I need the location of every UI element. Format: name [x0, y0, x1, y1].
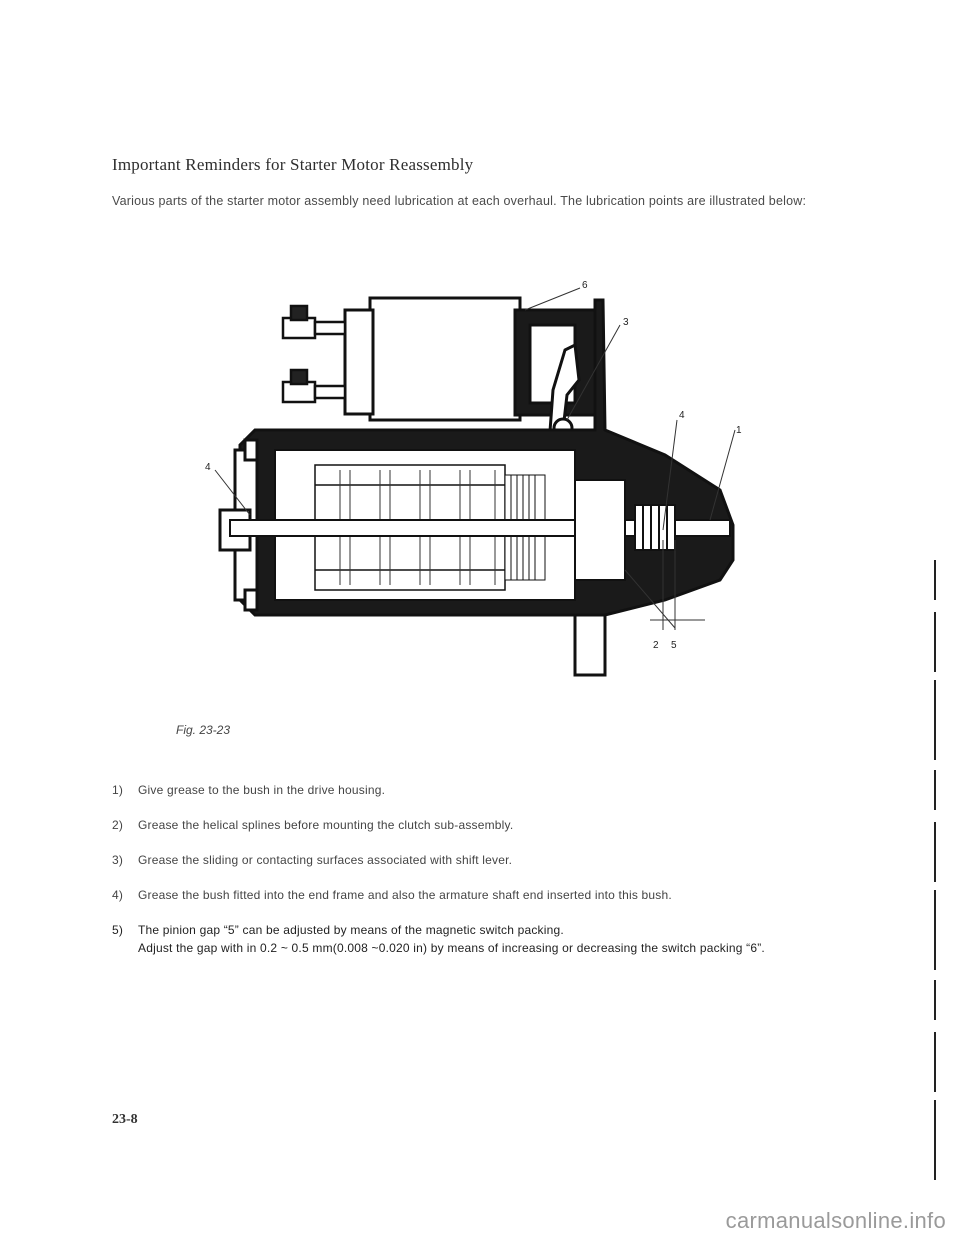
- page-number: 23-8: [112, 1112, 138, 1127]
- step-number: 2): [112, 818, 124, 832]
- section-heading: Important Reminders for Starter Motor Reassembly: [112, 155, 474, 174]
- watermark: carmanualsonline.info: [725, 1208, 946, 1233]
- mounting-lug: [575, 615, 605, 675]
- lubrication-steps: [112, 781, 872, 974]
- callout-1: 1: [736, 425, 742, 436]
- step-text: Grease the helical splines before mounting the clutch sub-assembly.: [138, 818, 514, 832]
- list-item: [112, 781, 872, 799]
- scan-edge: [932, 560, 938, 1180]
- intro-paragraph: Various parts of the starter motor assembly need lubrication at each overhaul. The lubrication points are illustrated below:: [112, 194, 807, 208]
- step-number: 1): [112, 783, 124, 797]
- list-item: [112, 886, 872, 904]
- starter-motor-figure: [195, 270, 755, 690]
- step-text-continued: Adjust the gap with in 0.2 ~ 0.5 mm(0.008 ~0.020 in) by means of increasing or decreasing the switch packing “6”.: [138, 941, 765, 955]
- terminal-bolts: [283, 306, 345, 402]
- step-text: Give grease to the bush in the drive housing.: [138, 783, 386, 797]
- callout-6: 6: [582, 280, 588, 291]
- list-item: [112, 816, 872, 834]
- callout-2: 2: [653, 640, 659, 651]
- figure-caption: Fig. 23-23: [176, 723, 231, 737]
- callout-3: 3: [623, 317, 629, 328]
- list-item: [112, 851, 872, 869]
- callout-4-right: 4: [679, 410, 685, 421]
- list-item: [112, 921, 872, 957]
- step-text: Grease the sliding or contacting surfaces associated with shift lever.: [138, 853, 513, 867]
- callout-4-left: 4: [205, 462, 211, 473]
- callout-5: 5: [671, 640, 677, 651]
- step-number: 4): [112, 888, 124, 902]
- step-text: The pinion gap “5” can be adjusted by means of the magnetic switch packing.: [138, 923, 564, 937]
- step-number: 3): [112, 853, 124, 867]
- step-number: 5): [112, 923, 124, 937]
- step-text: Grease the bush fitted into the end frame and also the armature shaft end inserted into this bush.: [138, 888, 672, 902]
